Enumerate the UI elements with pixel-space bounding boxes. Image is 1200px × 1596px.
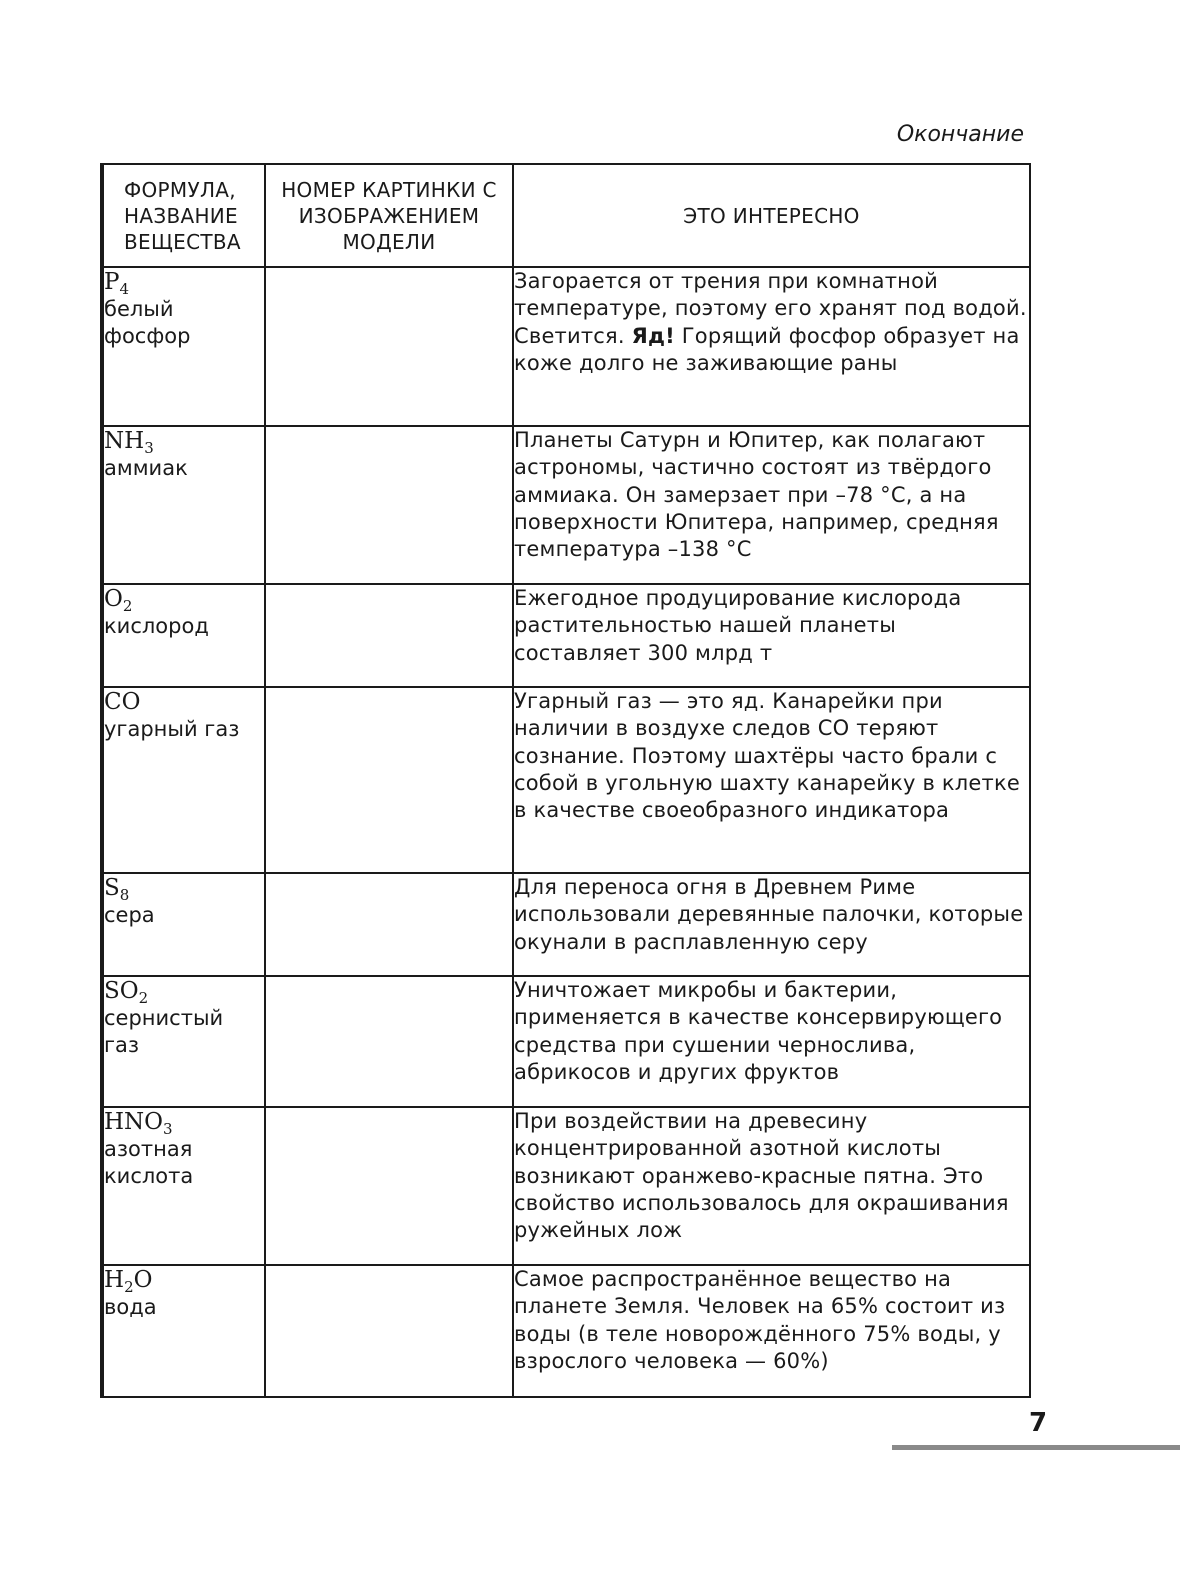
fact-cell: Для переноса огня в Древнем Риме использовали деревянные палочки, которые окунали в расплавленную серу (513, 873, 1030, 976)
header-formula-name: ФОРМУЛА, НАЗВАНИЕ ВЕЩЕСТВА (102, 164, 265, 267)
formula-cell (102, 687, 265, 873)
substance-name: белый фосфор (104, 297, 191, 348)
picture-number-cell[interactable] (265, 687, 513, 873)
poison-warning: Яд! (631, 323, 675, 348)
fact-cell: Планеты Сатурн и Юпитер, как полагают астрономы, частично состоят из твёрдого аммиака. Он замерзает при –78 °С, а на поверхности Юпитера, например, средняя температура –138 °С (513, 426, 1030, 584)
chemical-formula: $H_2O$ (104, 1267, 153, 1296)
table-row (102, 1265, 1030, 1397)
formula-cell (102, 976, 265, 1107)
picture-number-cell[interactable] (265, 1107, 513, 1265)
substance-name: сера (104, 903, 155, 927)
formula-cell (102, 426, 265, 584)
substance-name: угарный газ (104, 717, 240, 741)
substance-name: вода (104, 1295, 157, 1319)
fact-cell: При воздействии на древесину концентрированной азотной кислоты возникают оранжево-красные пятна. Это свойство использовалось для окрашивания ружейных лож (513, 1107, 1030, 1265)
chemical-formula: $S_8$ (104, 875, 130, 904)
substances-table (100, 163, 1031, 1398)
header-picture-number: НОМЕР КАРТИНКИ С ИЗОБРАЖЕНИЕМ МОДЕЛИ (265, 164, 513, 267)
chemical-formula: $HNO_3$ (104, 1109, 173, 1138)
page-footer-rule (892, 1445, 1180, 1450)
fact-cell: Уничтожает микробы и бактерии, применяется в качестве консервирующего средства при сушении чернослива, абрикосов и других фруктов (513, 976, 1030, 1107)
table-header-row (102, 164, 1030, 267)
table-row (102, 426, 1030, 584)
formula-cell (102, 267, 265, 426)
picture-number-cell[interactable] (265, 267, 513, 426)
chemical-formula: CO (104, 689, 141, 715)
fact-cell: Самое распространённое вещество на планете Земля. Человек на 65% состоит из воды (в теле новорождённого 75% воды, у взрослого человека — 60%) (513, 1265, 1030, 1397)
header-interesting: ЭТО ИНТЕРЕСНО (513, 164, 1030, 267)
fact-cell: Угарный газ — это яд. Канарейки при наличии в воздухе следов CO теряют сознание. Поэтому шахтёры часто брали с собой в угольную шахту канарейку в клетке в качестве своеобразного индикатора (513, 687, 1030, 873)
continuation-label: Окончание (896, 122, 1024, 147)
table-row (102, 584, 1030, 687)
chemical-formula: $P_4$ (104, 269, 130, 298)
formula-cell (102, 873, 265, 976)
table-row (102, 873, 1030, 976)
picture-number-cell[interactable] (265, 873, 513, 976)
substance-name: аммиак (104, 456, 188, 480)
picture-number-cell[interactable] (265, 1265, 513, 1397)
table-row (102, 687, 1030, 873)
substance-name: азотная кислота (104, 1137, 194, 1188)
formula-cell (102, 1107, 265, 1265)
chemical-formula: $NH_3$ (104, 428, 154, 457)
table-row (102, 1107, 1030, 1265)
chemical-formula: $O_2$ (104, 586, 133, 615)
page-number: 7 (1029, 1408, 1048, 1438)
picture-number-cell[interactable] (265, 976, 513, 1107)
formula-cell (102, 584, 265, 687)
fact-cell: Ежегодное продуцирование кислорода растительностью нашей планеты составляет 300 млрд т (513, 584, 1030, 687)
chemical-formula: $SO_2$ (104, 978, 149, 1007)
substance-name: сернистый газ (104, 1006, 224, 1057)
formula-cell (102, 1265, 265, 1397)
picture-number-cell[interactable] (265, 584, 513, 687)
picture-number-cell[interactable] (265, 426, 513, 584)
fact-cell: Загорается от трения при комнатной температуре, поэтому его хранят под водой. Светится. Яд! Горящий фосфор образует на коже долго не заживающие раны (513, 267, 1030, 426)
table-row (102, 267, 1030, 426)
substance-name: кислород (104, 614, 209, 638)
table-row (102, 976, 1030, 1107)
